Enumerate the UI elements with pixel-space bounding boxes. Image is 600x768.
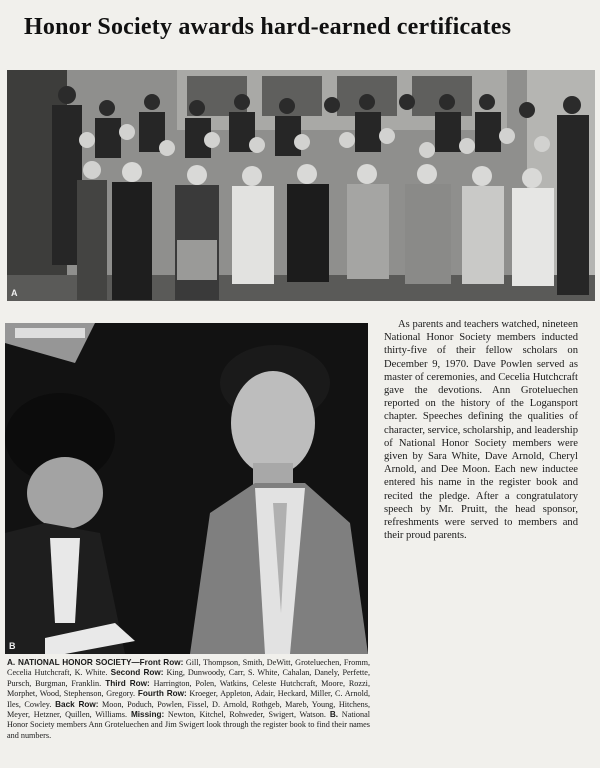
photo-a-letter: A	[11, 288, 18, 298]
caption-second-row: King, Dunwoody, Carr, S. White, Cahalan, Danely, Perfette, Pursch, Burgman, Franklin.	[7, 668, 370, 688]
caption-b-label: B.	[325, 710, 339, 720]
caption-fourth-row-label: Fourth Row:	[135, 689, 187, 699]
caption-missing: Newton, Kitchel, Rohweder, Swigert, Watson.	[164, 710, 326, 720]
caption-back-row: Moon, Poduch, Powlen, Fissel, D. Arnold, Rothgeb, Mareb, Young, Hitchens, Meyer, Hetzner, Quillen, Williams.	[7, 699, 370, 720]
register-book-photo-illustration	[5, 323, 368, 654]
caption-third-row: Harrington, Polen, Watkins, Celeste Hutchcraft, Moore, Rozzi, Morphet, Wood, Stephenson, Gregory.	[7, 678, 370, 699]
caption-third-row-label: Third Row:	[101, 678, 150, 688]
article-body: As parents and teachers watched, nineteen National Honor Society members inducted thirty-five of their fellow scholars on December 9, 1970. Dave Powlen served as master of ceremonies, and Cecelia Hutchcraft gave the devotions. Ann Groteluechen reported on the history of the Logansport chapter. Speeches defining the qualities of character, service, scholarship, and leadership of National Honor Society members were given by Sara White, Dave Arnold, Cheryl Arnold, and Dee Moon. Each new inductee entered his name in the register book and recited the pledge. After a congratulatory speech by Mr. Pruitt, the head sponsor, refreshments were served to members and their proud parents.	[384, 319, 578, 542]
register-book-photo	[5, 323, 368, 654]
group-photo	[7, 70, 595, 301]
caption-second-row-label: Second Row:	[107, 668, 164, 678]
caption-b-text: National Honor Society members Ann Groteluechen and Jim Swigert look through the register book to find their names and numbers.	[7, 710, 370, 740]
caption-front-row: Gill, Thompson, Smith, DeWitt, Groteluechen, Fromm, Cecelia Hutchcraft, K. White.	[7, 658, 370, 678]
caption-back-row-label: Back Row:	[51, 699, 99, 709]
caption-a-label: A. NATIONAL HONOR SOCIETY—Front Row:	[7, 658, 184, 667]
photo-b-letter: B	[9, 641, 16, 651]
group-photo-illustration	[7, 70, 595, 301]
caption-fourth-row: Kroeger, Appleton, Adair, Heckard, Miller, C. Arnold, Iles, Cowley.	[7, 689, 370, 709]
photo-caption	[7, 658, 370, 741]
caption-missing-label: Missing:	[127, 710, 165, 720]
page-headline: Honor Society awards hard-earned certificates	[24, 14, 512, 40]
